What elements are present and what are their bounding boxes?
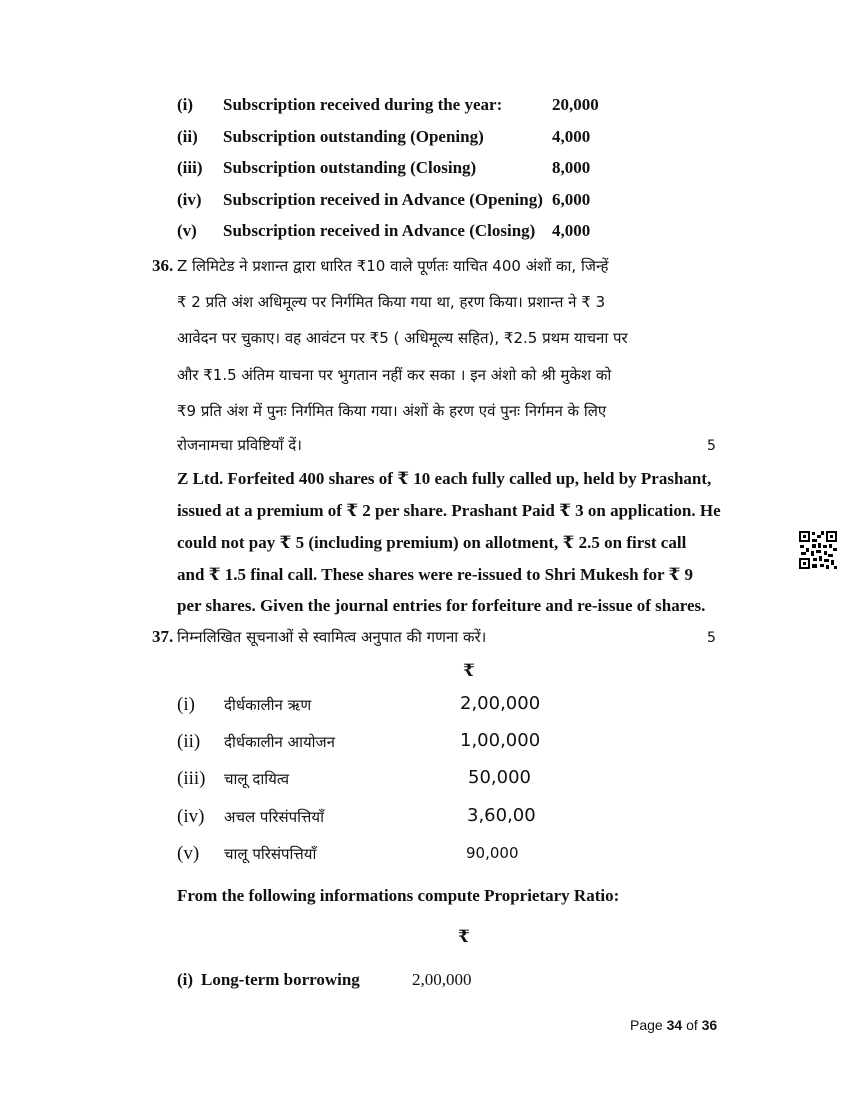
question-title: निम्नलिखित सूचनाओं से स्वामित्व अनुपात की गणना करें। xyxy=(177,628,487,646)
list-item-value: 2,00,000 xyxy=(460,693,541,714)
list-item-number: (v) xyxy=(177,843,200,864)
list-item-number: (i) xyxy=(177,95,194,114)
english-question-title: From the following informations compute Proprietary Ratio: xyxy=(177,886,620,905)
total-pages: 36 xyxy=(701,1017,718,1033)
marks: 5 xyxy=(707,630,716,646)
hindi-text-line: ₹9 प्रति अंश में पुनः निर्गमित किया गया। अंशों के हरण एवं पुनः निर्गमन के लिए xyxy=(177,402,607,420)
list-item-label: अचल परिसंपत्तियाँ xyxy=(224,808,324,826)
list-item-value: 20,000 xyxy=(552,95,599,114)
page-of: of xyxy=(686,1017,698,1033)
list-item-label: Subscription received in Advance (Closing) xyxy=(223,221,536,240)
list-item-number: (v) xyxy=(177,221,197,240)
qr-code-icon xyxy=(798,530,838,570)
hindi-text-line: ₹ 2 प्रति अंश अधिमूल्य पर निर्गमित किया गया था, हरण किया। प्रशान्त ने ₹ 3 xyxy=(177,293,606,311)
list-item-number: (i) xyxy=(177,970,194,989)
list-item-label: Subscription outstanding (Closing) xyxy=(223,158,477,177)
list-item-value: 3,60,00 xyxy=(467,805,536,826)
hindi-text-line: और ₹1.5 अंतिम याचना पर भुगतान नहीं कर सका । इन अंशो को श्री मुकेश को xyxy=(177,366,612,384)
list-item-label: Subscription received in Advance (Opening) xyxy=(223,190,543,209)
list-item-value: 50,000 xyxy=(468,767,531,788)
list-item-number: (iii) xyxy=(177,158,203,177)
english-text-line: and ₹ 1.5 final call. These shares were re-issued to Shri Mukesh for ₹ 9 xyxy=(177,565,694,584)
list-item-number: (iv) xyxy=(177,806,205,827)
english-text-line: issued at a premium of ₹ 2 per share. Prashant Paid ₹ 3 on application. He xyxy=(177,501,721,520)
list-item-value: 4,000 xyxy=(552,221,591,240)
list-item-value: 1,00,000 xyxy=(460,730,541,751)
list-item-value: 8,000 xyxy=(552,158,591,177)
list-item-label: Long-term borrowing xyxy=(201,970,360,989)
marks: 5 xyxy=(707,438,716,454)
list-item-value: 2,00,000 xyxy=(412,970,472,989)
list-item-label: Subscription received during the year: xyxy=(223,95,503,114)
hindi-text-line: Z लिमिटेड ने प्रशान्त द्वारा धारित ₹10 वाले पूर्णतः याचित 400 अंशों का, जिन्हें xyxy=(177,257,609,275)
list-item-label: चालू परिसंपत्तियाँ xyxy=(224,845,317,863)
currency-symbol: ₹ xyxy=(458,927,470,946)
list-item-value: 6,000 xyxy=(552,190,591,209)
english-text-line: Z Ltd. Forfeited 400 shares of ₹ 10 each fully called up, held by Prashant, xyxy=(177,469,712,488)
list-item-value: 4,000 xyxy=(552,127,591,146)
hindi-text-line: आवेदन पर चुकाए। वह आवंटन पर ₹5 ( अधिमूल्य सहित), ₹2.5 प्रथम याचना पर xyxy=(177,329,628,347)
list-item-number: (i) xyxy=(177,694,195,715)
currency-symbol: ₹ xyxy=(463,661,475,680)
english-text-line: could not pay ₹ 5 (including premium) on allotment, ₹ 2.5 on first call xyxy=(177,533,687,552)
current-page: 34 xyxy=(666,1017,683,1033)
english-text-line: per shares. Given the journal entries for forfeiture and re-issue of shares. xyxy=(177,596,706,615)
page-number xyxy=(630,1017,717,1033)
question-number: 36. xyxy=(152,256,174,275)
list-item-label: दीर्धकालीन आयोजन xyxy=(224,733,335,751)
question-number: 37. xyxy=(152,627,174,646)
hindi-text-line: रोजनामचा प्रविष्टियाँ दें। xyxy=(177,436,302,454)
list-item-label: चालू दायित्व xyxy=(224,770,290,788)
list-item-label: Subscription outstanding (Opening) xyxy=(223,127,484,146)
list-item-number: (ii) xyxy=(177,731,201,752)
list-item-number: (iv) xyxy=(177,190,202,209)
list-item-label: दीर्धकालीन ऋण xyxy=(224,696,312,714)
list-item-number: (iii) xyxy=(177,768,206,789)
page-prefix: Page xyxy=(630,1017,663,1033)
list-item-value: 90,000 xyxy=(466,844,519,862)
list-item-number: (ii) xyxy=(177,127,198,146)
